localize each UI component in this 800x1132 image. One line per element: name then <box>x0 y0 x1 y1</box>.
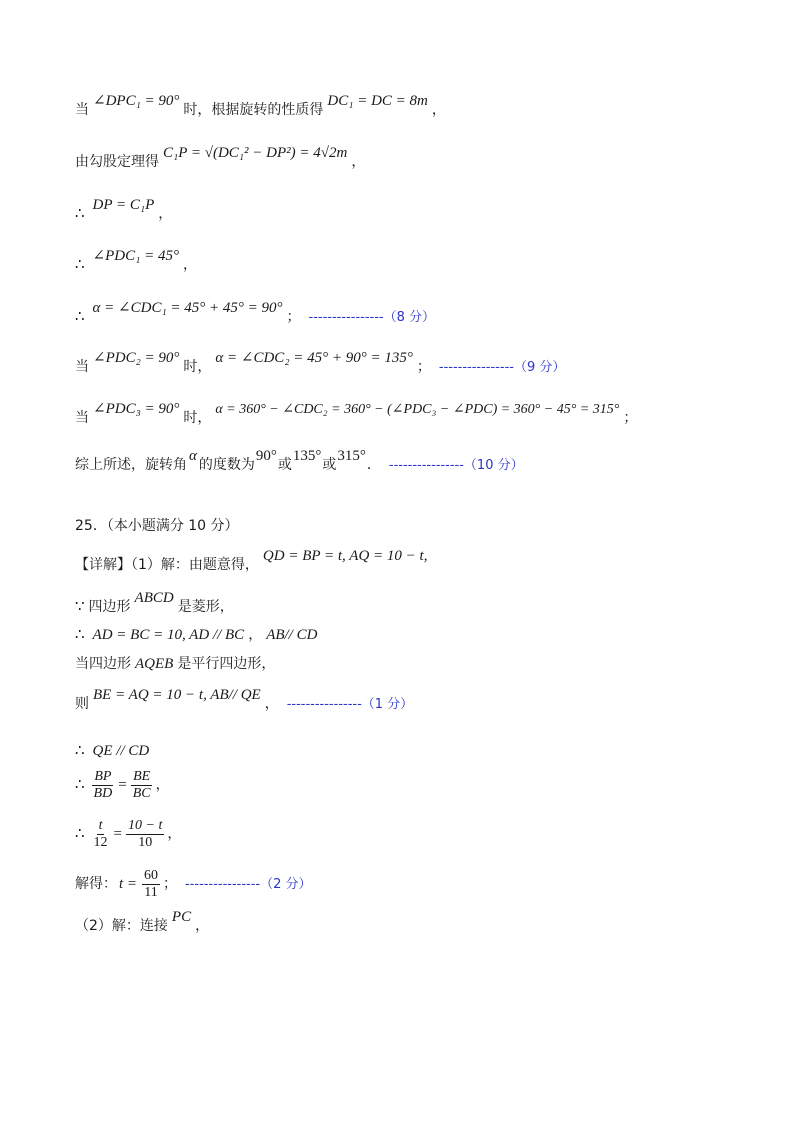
text: ． <box>366 457 381 473</box>
formula: C₁P = √(DC₁² − DP²) = 4√2m <box>163 145 348 161</box>
formula: DC₁ = DC = 8m <box>327 93 428 109</box>
numerator: 60 <box>144 867 159 883</box>
line-solve-t <box>75 866 312 903</box>
text: ， <box>351 154 366 170</box>
text: 当 <box>75 102 89 118</box>
formula: ∠DPC₁ = 90° <box>93 93 180 109</box>
text: 解得： <box>75 876 117 892</box>
denominator: BD <box>93 785 113 801</box>
denominator: BC <box>132 785 151 801</box>
score-mark: ----------------（2 分） <box>185 877 312 892</box>
formula: AB// CD <box>266 627 318 643</box>
text: 25．（本小题满分 10 分） <box>75 518 239 534</box>
line-dp-equals <box>75 197 173 224</box>
text: 的度数为 <box>198 457 255 473</box>
fraction <box>126 818 164 851</box>
formula: AQEB <box>135 656 174 672</box>
text: 或 <box>277 457 292 473</box>
equals-sign: = <box>118 777 127 793</box>
text: 时，根据旋转的性质得 <box>183 102 324 118</box>
line-detail-1 <box>75 548 431 575</box>
text: ， <box>195 918 210 934</box>
line-alpha-315 <box>75 401 638 429</box>
formula: t = <box>119 876 138 892</box>
fraction <box>92 818 110 851</box>
formula: ∠PDC₂ = 90° <box>93 350 180 366</box>
text: 是菱形， <box>177 599 234 615</box>
denominator: 11 <box>144 884 158 900</box>
line-rhombus <box>75 590 234 617</box>
formula: PC <box>171 909 192 925</box>
formula: QE // CD <box>92 743 150 759</box>
line-pythagoras <box>75 145 366 172</box>
line-alpha-90 <box>75 300 435 328</box>
numerator: 10 − t <box>128 817 163 833</box>
fraction <box>142 868 160 901</box>
text: ， <box>264 696 279 712</box>
text: ， <box>158 206 173 222</box>
formula: ABCD <box>134 590 174 606</box>
text: 时， <box>183 359 212 375</box>
formula: α = ∠CDC₂ = 45° + 90° = 135° <box>215 350 413 366</box>
text: （2）解：连接 <box>75 918 168 934</box>
text: ； <box>286 309 301 325</box>
text: ， <box>167 826 182 842</box>
formula: ∠PDC₁ = 45° <box>92 248 179 264</box>
formula: α = ∠CDC₁ = 45° + 45° = 90° <box>92 300 283 316</box>
formula: α = 360° − ∠CDC₂ = 360° − (∠PDC₃ − ∠PDC) = 360° − 45° = 315° <box>215 402 620 417</box>
therefore-symbol: ∴ <box>75 307 85 325</box>
value: 90° <box>255 448 277 464</box>
text: ， <box>431 102 446 118</box>
value: 135° <box>292 448 322 464</box>
because-symbol: ∵ <box>75 597 85 615</box>
text: 由勾股定理得 <box>75 154 159 170</box>
line-be-aq <box>75 687 414 715</box>
text: ， <box>248 627 263 643</box>
line-angle-45 <box>75 248 197 275</box>
line-parallel-sides <box>75 624 321 645</box>
text: 当 <box>75 410 89 426</box>
text: 或 <box>322 457 337 473</box>
line-ratio-letters <box>75 766 170 803</box>
text: ； <box>163 876 178 892</box>
equals-sign: = <box>113 826 123 842</box>
text: 综上所述，旋转角 <box>75 457 187 473</box>
text: 当 <box>75 359 89 375</box>
value: 315° <box>337 448 366 464</box>
question-heading <box>75 516 239 536</box>
formula: AD = BC = 10, AD // BC <box>92 627 245 643</box>
therefore-symbol: ∴ <box>75 255 85 273</box>
line-ratio-numbers <box>75 815 181 852</box>
text: 四边形 <box>88 599 131 615</box>
score-mark: ----------------（9 分） <box>438 360 566 375</box>
text: 时， <box>183 410 212 426</box>
formula: ∠PDC₃ = 90° <box>93 401 180 417</box>
text: 则 <box>75 696 89 712</box>
formula: QD = BP = t, AQ = 10 − t, <box>262 548 428 564</box>
denominator: 12 <box>93 834 108 850</box>
line-part-2 <box>75 909 210 936</box>
line-rotation-property <box>75 93 446 120</box>
numerator: BE <box>133 768 151 784</box>
therefore-symbol: ∴ <box>75 204 85 222</box>
text: 当四边形 <box>75 656 131 672</box>
text: ， <box>182 257 197 273</box>
numerator: t <box>98 817 103 833</box>
text: ， <box>155 777 170 793</box>
fraction <box>92 769 115 802</box>
line-alpha-135 <box>75 350 566 378</box>
score-mark: ----------------（8 分） <box>308 310 435 325</box>
formula: DP = C₁P <box>92 197 155 213</box>
text: 【详解】（1）解：由题意得， <box>75 557 259 573</box>
line-qe-cd <box>75 740 153 761</box>
alpha-symbol: α <box>189 448 197 464</box>
text: ； <box>416 359 431 375</box>
line-parallelogram <box>75 654 275 674</box>
therefore-symbol: ∴ <box>75 824 85 842</box>
text: 是平行四边形， <box>177 656 276 672</box>
therefore-symbol: ∴ <box>75 741 85 759</box>
score-mark: ----------------（10 分） <box>388 458 524 473</box>
therefore-symbol: ∴ <box>75 775 85 793</box>
fraction <box>131 769 153 802</box>
score-mark: ----------------（1 分） <box>286 697 414 712</box>
line-summary <box>75 448 524 476</box>
text: ； <box>623 410 638 426</box>
formula: BE = AQ = 10 − t, AB// QE <box>93 687 261 703</box>
denominator: 10 <box>138 834 153 850</box>
therefore-symbol: ∴ <box>75 625 85 643</box>
numerator: BP <box>94 768 112 784</box>
